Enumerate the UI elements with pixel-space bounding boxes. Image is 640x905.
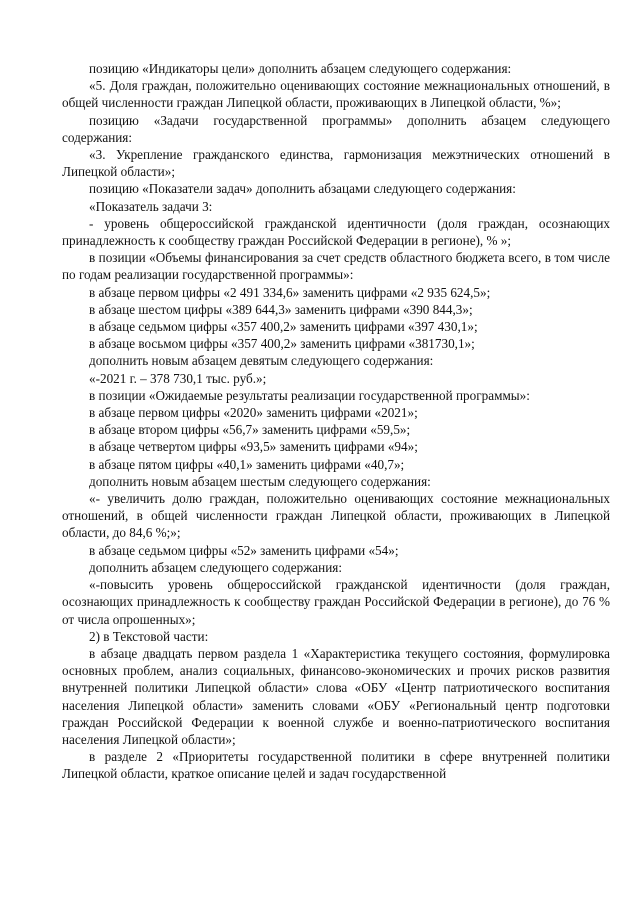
paragraph: в абзаце первом цифры «2 491 334,6» заменить цифрами «2 935 624,5»;	[89, 284, 491, 300]
paragraph: в абзаце седьмом цифры «357 400,2» заменить цифрами «397 430,1»;	[89, 319, 478, 335]
paragraph: в абзаце четвертом цифры «93,5» заменить цифрами «94»;	[89, 439, 418, 455]
paragraph: в позиции «Ожидаемые результаты реализации государственной программы»:	[89, 387, 530, 403]
paragraph: в абзаце первом цифры «2020» заменить цифрами «2021»;	[89, 405, 418, 421]
paragraph: «3. Укрепление гражданского единства, гармонизация межэтнических отношений в Липецкой области»;	[62, 147, 610, 180]
paragraph: в абзаце шестом цифры «389 644,3» заменить цифрами «390 844,3»;	[89, 301, 473, 317]
paragraph: «-2021 г. – 378 730,1 тыс. руб.»;	[89, 370, 267, 386]
document-page	[62, 60, 610, 783]
paragraph: «5. Доля граждан, положительно оценивающих состояние межнациональных отношений, в общей численности граждан Липецкой области, проживающих в Липецкой области, %»;	[62, 78, 610, 111]
paragraph: позицию «Индикаторы цели» дополнить абзацем следующего содержания:	[89, 61, 512, 76]
paragraph: дополнить новым абзацем девятым следующего содержания:	[89, 353, 434, 369]
paragraph: в абзаце двадцать первом раздела 1 «Характеристика текущего состояния, формулировка основных проблем, анализ социальных, финансово-экономических и прочих рисков развития внутренней политики Липецкой области» слова «ОБУ «Центр патриотического воспитания населения Липецкой области» заменить словами «ОБУ «Региональный центр подготовки граждан Российской Федерации к военной службе и военно-патриотического воспитания населения Липецкой области»;	[62, 645, 610, 747]
paragraph: в абзаце пятом цифры «40,1» заменить цифрами «40,7»;	[89, 456, 405, 472]
paragraph: позицию «Задачи государственной программы» дополнить абзацем следующего содержания:	[62, 112, 610, 145]
paragraph: «Показатель задачи 3:	[89, 198, 213, 214]
paragraph: в разделе 2 «Приоритеты государственной политики в сфере внутренней политики Липецкой области, краткое описание целей и задач государственной	[62, 749, 610, 782]
paragraph: в абзаце втором цифры «56,7» заменить цифрами «59,5»;	[89, 422, 411, 438]
paragraph: в абзаце седьмом цифры «52» заменить цифрами «54»;	[89, 542, 399, 558]
paragraph: в абзаце восьмом цифры «357 400,2» заменить цифрами «381730,1»;	[89, 336, 475, 352]
paragraph: «-повысить уровень общероссийской гражданской идентичности (доля граждан, осознающих принадлежность к сообществу граждан Российской Федерации в регионе), до 76 % от числа опрошенных»;	[62, 577, 610, 627]
paragraph: - уровень общероссийской гражданской идентичности (доля граждан, осознающих принадлежность к сообществу граждан Российской Федерации в регионе), % »;	[62, 215, 610, 249]
paragraph: дополнить абзацем следующего содержания:	[89, 559, 343, 575]
paragraph: в позиции «Объемы финансирования за счет средств областного бюджета всего, в том числе по годам реализации государственной программы»:	[62, 250, 610, 283]
paragraph: «- увеличить долю граждан, положительно оценивающих состояние межнациональных отношений, в общей численности граждан Липецкой области, проживающих в Липецкой области, до 84,6 %;»;	[62, 491, 610, 541]
paragraph: 2) в Текстовой части:	[89, 628, 209, 644]
paragraph: дополнить новым абзацем шестым следующего содержания:	[89, 473, 431, 489]
paragraph: позицию «Показатели задач» дополнить абзацами следующего содержания:	[89, 181, 516, 197]
